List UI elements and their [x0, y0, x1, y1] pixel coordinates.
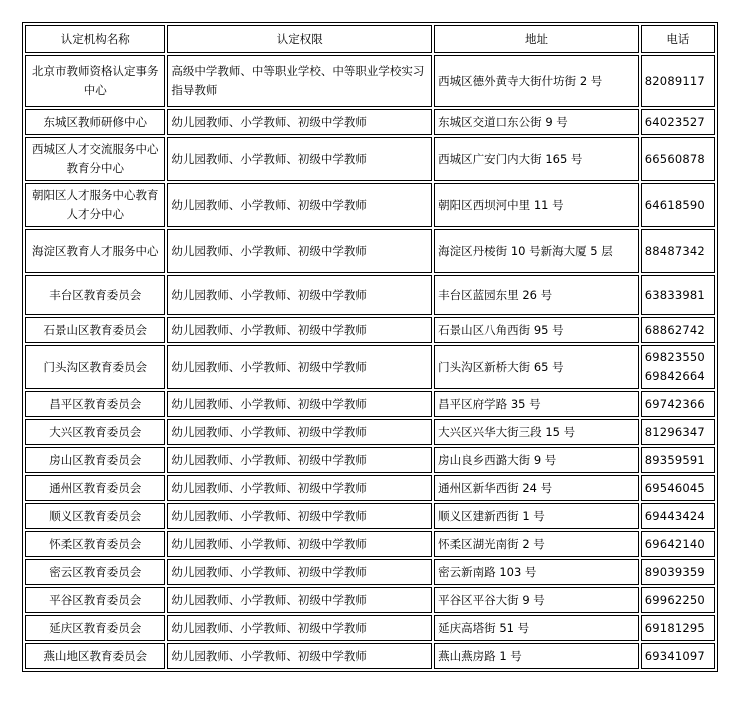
- phone-number: 64618590: [644, 197, 705, 212]
- phone-cell: [641, 643, 715, 669]
- scope-cell: 幼儿园教师、小学教师、初级中学教师: [167, 587, 432, 613]
- org-cell: 丰台区教育委员会: [25, 275, 165, 315]
- table-row: [25, 475, 715, 501]
- phone-number: 82089117: [644, 73, 705, 88]
- org-cell: 东城区教师研修中心: [25, 109, 165, 135]
- header-address: 地址: [434, 25, 639, 53]
- address-cell: 延庆高塔街 51 号: [434, 615, 639, 641]
- phone-cell: [641, 275, 715, 315]
- address-cell: 西城区德外黄寺大街什坊街 2 号: [434, 55, 639, 107]
- address-cell: 大兴区兴华大街三段 15 号: [434, 419, 639, 445]
- phone-number: 88487342: [644, 243, 705, 258]
- address-cell: 东城区交道口东公街 9 号: [434, 109, 639, 135]
- address-cell: 怀柔区湖光南街 2 号: [434, 531, 639, 557]
- scope-cell: 幼儿园教师、小学教师、初级中学教师: [167, 275, 432, 315]
- address-cell: 海淀区丹棱街 10 号新海大厦 5 层: [434, 229, 639, 273]
- phone-number: 81296347: [644, 424, 705, 439]
- phone-cell: [641, 229, 715, 273]
- table-row: [25, 391, 715, 417]
- certification-table: [22, 22, 718, 672]
- org-cell: 西城区人才交流服务中心教育分中心: [25, 137, 165, 181]
- org-cell: 昌平区教育委员会: [25, 391, 165, 417]
- phone-cell: [641, 183, 715, 227]
- table-row: [25, 531, 715, 557]
- phone-cell: [641, 475, 715, 501]
- scope-cell: 幼儿园教师、小学教师、初级中学教师: [167, 475, 432, 501]
- org-cell: 延庆区教育委员会: [25, 615, 165, 641]
- phone-number: 69823550: [644, 350, 705, 364]
- phone-cell: [641, 345, 715, 389]
- address-cell: 燕山燕房路 1 号: [434, 643, 639, 669]
- table-row: [25, 447, 715, 473]
- org-cell: 密云区教育委员会: [25, 559, 165, 585]
- phone-number: 69546045: [644, 480, 705, 495]
- scope-cell: 幼儿园教师、小学教师、初级中学教师: [167, 559, 432, 585]
- scope-cell: 幼儿园教师、小学教师、初级中学教师: [167, 317, 432, 343]
- phone-cell: [641, 503, 715, 529]
- org-cell: 石景山区教育委员会: [25, 317, 165, 343]
- phone-cell: [641, 317, 715, 343]
- table-row: [25, 419, 715, 445]
- phone-cell: [641, 419, 715, 445]
- phone-cell: [641, 55, 715, 107]
- header-row: [25, 25, 715, 53]
- phone-number: 66560878: [644, 151, 705, 166]
- table-row: [25, 559, 715, 585]
- scope-cell: 幼儿园教师、小学教师、初级中学教师: [167, 183, 432, 227]
- scope-cell: 幼儿园教师、小学教师、初级中学教师: [167, 531, 432, 557]
- scope-cell: 幼儿园教师、小学教师、初级中学教师: [167, 345, 432, 389]
- address-cell: 平谷区平谷大街 9 号: [434, 587, 639, 613]
- address-cell: 昌平区府学路 35 号: [434, 391, 639, 417]
- scope-cell: 幼儿园教师、小学教师、初级中学教师: [167, 615, 432, 641]
- phone-number: 64023527: [644, 114, 705, 129]
- org-cell: 朝阳区人才服务中心教育人才分中心: [25, 183, 165, 227]
- table-row: [25, 317, 715, 343]
- address-cell: 通州区新华西街 24 号: [434, 475, 639, 501]
- org-cell: 房山区教育委员会: [25, 447, 165, 473]
- address-cell: 朝阳区西坝河中里 11 号: [434, 183, 639, 227]
- scope-cell: 幼儿园教师、小学教师、初级中学教师: [167, 643, 432, 669]
- phone-number: 69181295: [644, 620, 705, 635]
- address-cell: 密云新南路 103 号: [434, 559, 639, 585]
- org-cell: 通州区教育委员会: [25, 475, 165, 501]
- scope-cell: 高级中学教师、中等职业学校、中等职业学校实习指导教师: [167, 55, 432, 107]
- address-cell: 石景山区八角西街 95 号: [434, 317, 639, 343]
- table-row: [25, 615, 715, 641]
- header-phone: 电话: [641, 25, 715, 53]
- org-cell: 怀柔区教育委员会: [25, 531, 165, 557]
- phone-number: 69962250: [644, 592, 705, 607]
- phone-cell: [641, 615, 715, 641]
- phone-number-secondary: 69842664: [644, 369, 705, 383]
- scope-cell: 幼儿园教师、小学教师、初级中学教师: [167, 229, 432, 273]
- table-row: [25, 275, 715, 315]
- org-cell: 平谷区教育委员会: [25, 587, 165, 613]
- phone-cell: [641, 391, 715, 417]
- phone-cell: [641, 137, 715, 181]
- header-scope: 认定权限: [167, 25, 432, 53]
- phone-cell: [641, 531, 715, 557]
- address-cell: 房山良乡西潞大街 9 号: [434, 447, 639, 473]
- phone-cell: [641, 447, 715, 473]
- scope-cell: 幼儿园教师、小学教师、初级中学教师: [167, 419, 432, 445]
- table-row: [25, 503, 715, 529]
- org-cell: 大兴区教育委员会: [25, 419, 165, 445]
- phone-cell: [641, 587, 715, 613]
- phone-cell: [641, 109, 715, 135]
- org-cell: 顺义区教育委员会: [25, 503, 165, 529]
- org-cell: 燕山地区教育委员会: [25, 643, 165, 669]
- table-row: [25, 55, 715, 107]
- phone-number: 63833981: [644, 287, 705, 302]
- scope-cell: 幼儿园教师、小学教师、初级中学教师: [167, 109, 432, 135]
- table-row: [25, 137, 715, 181]
- address-cell: 门头沟区新桥大街 65 号: [434, 345, 639, 389]
- scope-cell: 幼儿园教师、小学教师、初级中学教师: [167, 137, 432, 181]
- scope-cell: 幼儿园教师、小学教师、初级中学教师: [167, 503, 432, 529]
- table-row: [25, 345, 715, 389]
- phone-number: 69443424: [644, 508, 705, 523]
- table-row: [25, 109, 715, 135]
- phone-cell: [641, 559, 715, 585]
- org-cell: 北京市教师资格认定事务中心: [25, 55, 165, 107]
- phone-number: 89039359: [644, 564, 705, 579]
- address-cell: 西城区广安门内大街 165 号: [434, 137, 639, 181]
- org-cell: 门头沟区教育委员会: [25, 345, 165, 389]
- phone-number: 89359591: [644, 452, 705, 467]
- phone-number: 68862742: [644, 322, 705, 337]
- org-cell: 海淀区教育人才服务中心: [25, 229, 165, 273]
- phone-number: 69742366: [644, 396, 705, 411]
- table-row: [25, 587, 715, 613]
- address-cell: 丰台区蓝园东里 26 号: [434, 275, 639, 315]
- table-row: [25, 643, 715, 669]
- header-org: 认定机构名称: [25, 25, 165, 53]
- phone-number: 69341097: [644, 648, 705, 663]
- scope-cell: 幼儿园教师、小学教师、初级中学教师: [167, 391, 432, 417]
- table-row: [25, 183, 715, 227]
- phone-number: 69642140: [644, 536, 705, 551]
- scope-cell: 幼儿园教师、小学教师、初级中学教师: [167, 447, 432, 473]
- table-row: [25, 229, 715, 273]
- address-cell: 顺义区建新西街 1 号: [434, 503, 639, 529]
